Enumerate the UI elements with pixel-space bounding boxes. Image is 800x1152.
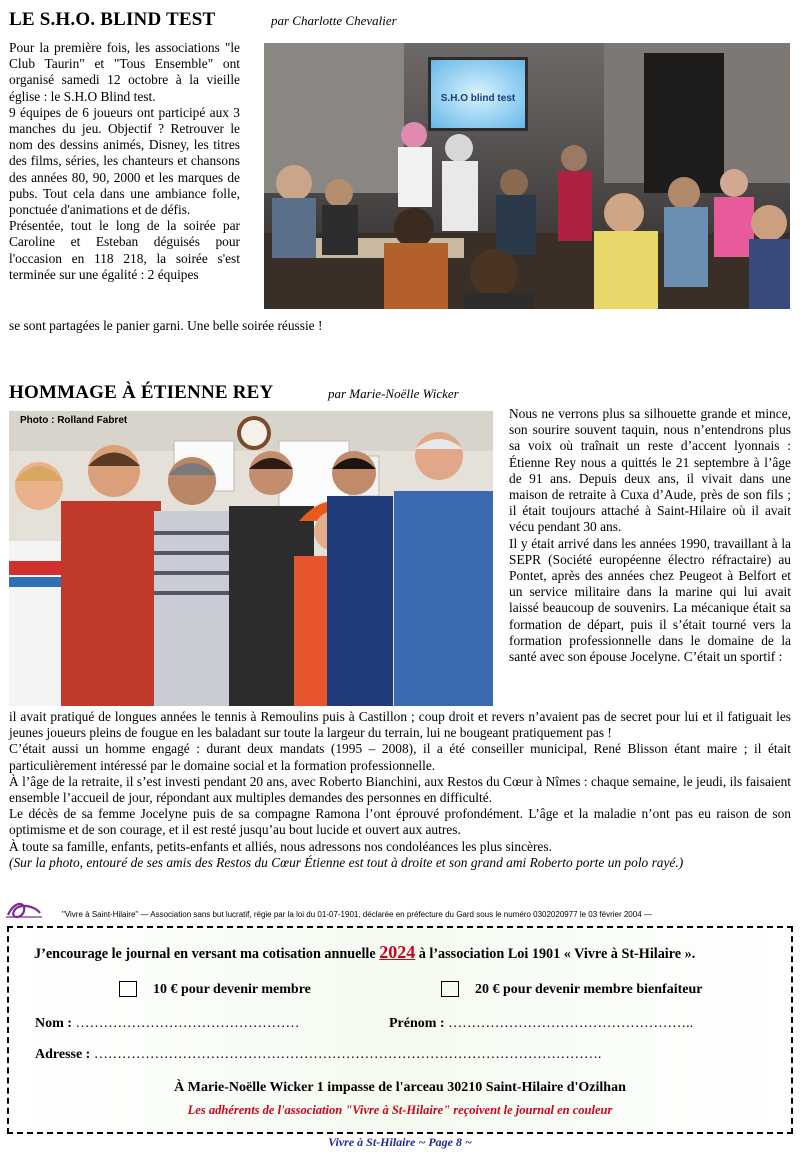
article2-side-text xyxy=(509,406,791,665)
article1-paragraph: Présentée, tout le long de la soirée par Caroline et Esteban déguisés pour l'occasion en 118 218, la soirée s'est terminée sur une égalité : 2 équipes xyxy=(9,218,240,282)
membership-form xyxy=(7,926,793,1134)
nom-field[interactable]: Nom : ………………………………………… xyxy=(35,1016,300,1031)
article1-paragraph: Pour la première fois, les associations "le Club Taurin" et "Tous Ensemble" ont organisé samedi 12 octobre à la vieille église : le S.H.O Blind test. xyxy=(9,40,240,104)
form-intro: J’encourage le journal en versant ma cotisation annuelle 2024 à l’association Loi 1901 « Vivre à St-Hilaire ». xyxy=(34,942,696,962)
adresse-field[interactable]: Adresse : ………………………………………………………………………………………………. xyxy=(35,1047,602,1062)
prenom-field[interactable]: Prénom : …………………………………………….. xyxy=(389,1016,694,1031)
form-year: 2024 xyxy=(379,942,416,962)
article2-paragraph: il avait pratiqué de longues années le tennis à Remoulins puis à Castillon ; coup droit et revers n’avaient pas de secret pour lui et il fatiguait les jeunes joueurs pleins de fougue en les baladant sur toute la largeur du terrain, lui ne bougeant pratiquement pas ! xyxy=(9,709,791,741)
checkbox-bienfaiteur[interactable] xyxy=(441,981,459,1002)
article2-paragraph: Il y était arrivé dans les années 1990, travaillant à la SEPR (Société européenne électro réfractaire) au Pontet, après des années chez Peugeot à Belfort et un service militaire dans la marine qui lui avait laissé beaucoup de souvenirs. La mécanique était sa formation de départ, puis il s’était tourné vers la formation professionnelle dans le domaine de la santé avec son épouse Jocelyne. C’était un sportif : xyxy=(509,535,791,665)
article1-body xyxy=(9,40,240,283)
mailing-address: À Marie-Noëlle Wicker 1 impasse de l'arceau 30210 Saint-Hilaire d'Ozilhan xyxy=(174,1080,626,1095)
ornament-icon xyxy=(4,897,44,927)
article2-paragraph: Le décès de sa femme Jocelyne puis de sa compagne Ramona l’ont éprouvé profondément. L’âge et la maladie n’ont pas eu raison de son optimisme et de son courage, et il est resté jusqu’au bout lucide et ouvert aux autres. xyxy=(9,806,791,838)
checkbox-membre[interactable] xyxy=(119,981,137,1002)
association-legal-notice: "Vivre à Saint-Hilaire" — Association sans but lucratif, régie par la loi du 01-07-1901, déclarée en préfecture du Gard sous le numéro 0302020977 le 03 février 2004 — xyxy=(62,910,652,919)
article2-full-text xyxy=(9,709,791,871)
option-membre-label: 10 € pour devenir membre xyxy=(153,982,311,997)
article2-paragraph: À toute sa famille, enfants, petits-enfants et alliés, nous adressons nos condoléances les plus sincères. xyxy=(9,838,552,854)
color-edition-note: Les adhérents de l'association "Vivre à St-Hilaire" reçoivent le journal en couleur xyxy=(187,1103,613,1117)
article2-paragraph: C’était aussi un homme engagé : durant deux mandats (1995 – 2008), il a été conseiller municipal, René Blisson étant maire ; il était particulièrement intéressé par le domaine social et la formation professionnelle. xyxy=(9,741,791,773)
article1-title: LE S.H.O. BLIND TEST xyxy=(9,9,216,30)
article2-title: HOMMAGE À ÉTIENNE REY xyxy=(9,382,274,403)
screen-text: S.H.O blind test xyxy=(440,93,516,104)
blind-test-photo xyxy=(264,43,790,309)
option-bienfaiteur-label: 20 € pour devenir membre bienfaiteur xyxy=(475,982,703,997)
photo-caption: (Sur la photo, entouré de ses amis des Restos du Cœur Étienne est tout à droite et son grand ami Roberto porte un polo rayé.) xyxy=(9,854,684,870)
page-footer: Vivre à St-Hilaire ~ Page 8 ~ xyxy=(328,1135,472,1149)
hommage-photo xyxy=(9,411,493,706)
article1-paragraph: 9 équipes de 6 joueurs ont participé aux 3 manches du jeu. Objectif ? Retrouver le nom des dessins animés, Disney, les titres des films, séries, les chanteurs et chansons des années 80, 90, 2000 et les marques de pubs. Tout cela dans une ambiance folle, ponctuée d'animations et de défis. xyxy=(9,104,240,218)
article1-byline: par Charlotte Chevalier xyxy=(271,13,397,28)
article2-paragraph: Nous ne verrons plus sa silhouette grande et mince, son sourire souvent taquin, nous n’entendrons plus sa voix où traînait un reste d’accent lyonnais : Étienne Rey nous a quittés le 21 septembre à l’âge de 91 ans. Depuis deux ans, il vivait dans une maison de retraite à Cuxa d’Aude, près de son fils ; il était toujours attaché à Saint-Hilaire où il avait vécu pendant 30 ans. xyxy=(509,406,791,535)
article2-paragraph: À l’âge de la retraite, il s’est investi pendant 20 ans, avec Roberto Bianchini, aux Restos du Cœur à Nîmes : chaque semaine, le jeudi, ils faisaient ensemble l’accueil de jour, répondant aux multiples demandes des personnes en difficulté. xyxy=(9,773,791,806)
photo-credit: Photo : Rolland Fabret xyxy=(20,415,128,426)
article2-byline: par Marie-Noëlle Wicker xyxy=(328,386,459,401)
article1-tail: se sont partagées le panier garni. Une belle soirée réussie ! xyxy=(9,318,323,333)
